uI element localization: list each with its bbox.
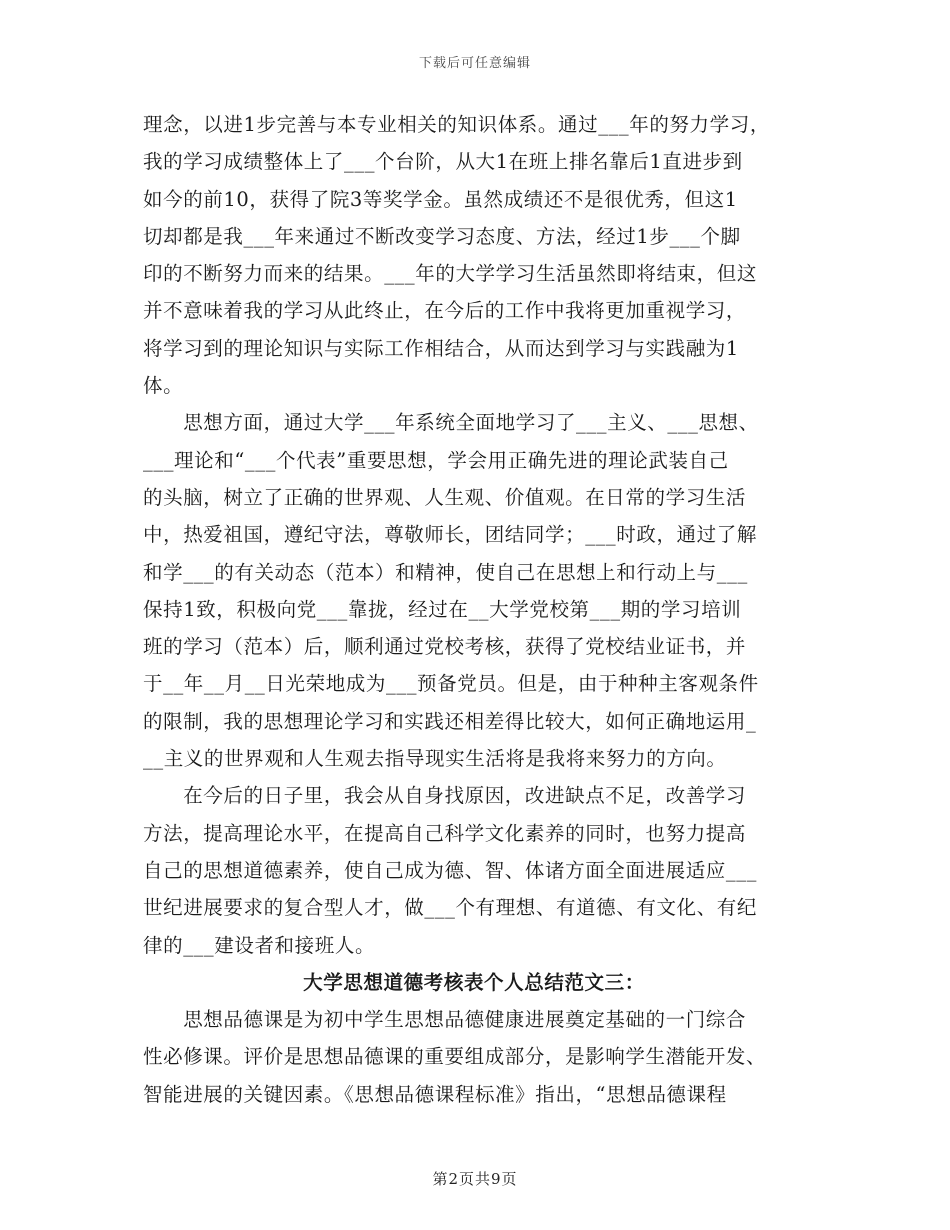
text-line: 和学___的有关动态（范本）和精神，使自己在思想上和行动上与___: [143, 560, 748, 584]
text-line: 如今的前10，获得了院3等奖学金。虽然成绩还不是很优秀，但这1: [143, 187, 738, 211]
text-line: 体。: [143, 374, 184, 398]
text-line: 将学习到的理论知识与实际工作相结合，从而达到学习与实践融为1: [143, 336, 739, 360]
text-line: 思想品德课是为初中学生思想品德健康进展奠定基础的一门综合: [143, 1008, 747, 1032]
text-line: 的限制，我的思想理论学习和实践还相差得比较大，如何正确地运用_: [143, 709, 757, 733]
page-header: 下载后可任意编辑: [418, 56, 531, 71]
text-line: 在今后的日子里，我会从自身找原因，改进缺点不足，改善学习: [143, 784, 747, 808]
text-line: 方法，提高理论水平，在提高自己科学文化素养的同时，也努力提高: [143, 821, 747, 845]
text-line: 的头脑，树立了正确的世界观、人生观、价值观。在日常的学习生活: [143, 485, 747, 509]
text-line: 性必修课。评价是思想品德课的重要组成部分，是影响学生潜能开发、: [143, 1045, 767, 1069]
text-line: 思想方面，通过大学___年系统全面地学习了___主义、___思想、: [143, 411, 759, 435]
text-line: 印的不断努力而来的结果。___年的大学学习生活虽然即将结束，但这: [143, 262, 757, 286]
text-line: 并不意味着我的学习从此终止，在今后的工作中我将更加重视学习，: [143, 299, 747, 323]
text-line: 班的学习（范本）后，顺利通过党校考核，获得了党校结业证书，并: [143, 635, 747, 659]
text-line: 保持1致，积极向党___靠拢，经过在__大学党校第___期的学习培训: [143, 597, 742, 621]
text-line: 于__年__月__日光荣地成为___预备党员。但是，由于种种主客观条件: [143, 672, 759, 696]
text-line: 世纪进展要求的复合型人才，做___个有理想、有道德、有文化、有纪: [143, 896, 757, 920]
text-line: 自己的思想道德素养，使自己成为德、智、体诸方面全面进展适应___: [143, 858, 757, 882]
text-line: 中，热爱祖国，遵纪守法，尊敬师长，团结同学；___时政，通过了解: [143, 523, 757, 547]
text-line: 理念，以进1步完善与本专业相关的知识体系。通过___年的努力学习，: [143, 113, 770, 136]
page-footer: 第2页共9页: [432, 1170, 518, 1188]
section-title: 大学思想道德考核表个人总结范文三：: [303, 970, 645, 994]
text-line: 切却都是我___年来通过不断改变学习态度、方法，经过1步___个脚: [143, 224, 741, 248]
document-body: [143, 106, 805, 1113]
text-line: ___理论和“___个代表”重要思想，学会用正确先进的理论武装自己: [143, 448, 729, 472]
text-line: 智能进展的关键因素。《思想品德课程标准》指出，“思想品德课程: [143, 1082, 727, 1106]
text-line: 律的___建设者和接班人。: [143, 933, 376, 957]
text-line: __主义的世界观和人生观去指导现实生活将是我将来努力的方向。: [143, 747, 727, 771]
text-line: 我的学习成绩整体上了___个台阶，从大1在班上排名靠后1直进步到: [143, 150, 743, 174]
